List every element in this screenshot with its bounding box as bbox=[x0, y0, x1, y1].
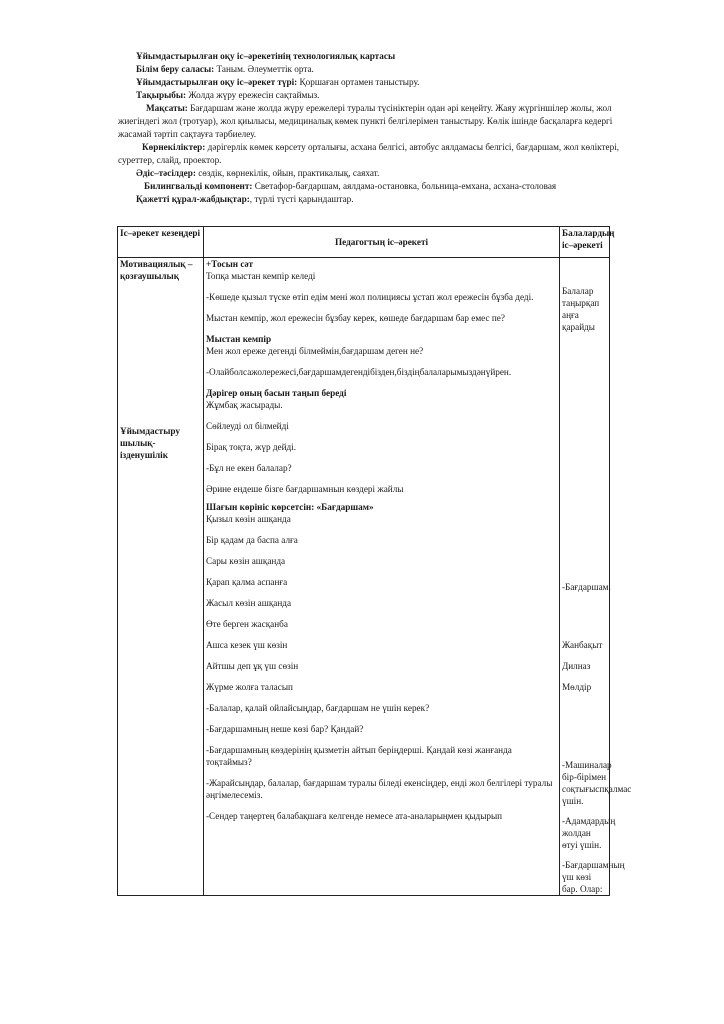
teacher-line: Мыстан кемпір bbox=[206, 334, 272, 344]
education-area-value: Таным. Әлеуметтік орта. bbox=[214, 64, 314, 74]
teacher-line: Жұмбақ жасырады. bbox=[206, 400, 283, 410]
child-line: -Бағдаршамның үш көзі бар. Олар: bbox=[562, 860, 625, 894]
child-line: -Бағдаршам. bbox=[562, 582, 611, 592]
child-line: Балалар таңырқап аңға қарайды bbox=[562, 286, 600, 332]
teacher-line: -Бұл не екен балалар? bbox=[206, 463, 292, 473]
stages-column bbox=[118, 258, 204, 896]
teacher-line: Сөйлеуді ол білмейді bbox=[206, 421, 289, 431]
teacher-line: Дәрігер оның басын таңып береді bbox=[206, 388, 347, 398]
child-line: -Адамдардың жолдан өтуі үшін. bbox=[562, 816, 616, 850]
children-header: Балалардың іс–әрекеті bbox=[560, 227, 610, 258]
child-line: Жанбақыт bbox=[562, 640, 603, 650]
teacher-line: Жасыл көзін ашқанда bbox=[206, 598, 292, 608]
teacher-line: -Бағдаршамның көздерінің қызметін айтып беріңдерші. Қандай көзі жанғанда тоқтаймыз? bbox=[206, 745, 512, 767]
teacher-line: Топқа мыстан кемпір келеді bbox=[206, 271, 316, 281]
teacher-line: Мыстан кемпір, жол ережесін бұзбау керек, көшеде бағдаршам бар емес пе? bbox=[206, 313, 505, 323]
teacher-line: Мен жол ереже дегенді білмеймін,бағдаршам деген не? bbox=[206, 346, 424, 356]
education-area-label: Білім беру саласы: bbox=[136, 64, 215, 74]
visual-aids bbox=[118, 141, 638, 167]
teacher-line: -Сендер таңертең балабақшаға келгенде немесе ата-аналарыңмен қыдырып bbox=[206, 811, 503, 821]
bilingual-component bbox=[118, 180, 638, 193]
table-header-row bbox=[118, 227, 610, 258]
required-tools bbox=[118, 193, 638, 206]
teacher-line: Қызыл көзін ашқанда bbox=[206, 514, 291, 524]
lesson-topic-label: Тақырыбы: bbox=[136, 90, 187, 100]
lesson-topic-value: Жолда жүру ережесін сақтаймыз. bbox=[186, 90, 320, 100]
teacher-line: Сары көзін ашқанда bbox=[206, 556, 286, 566]
required-tools-value: , түрлі түсті қарындаштар. bbox=[249, 194, 354, 204]
stages-header: Іс–әрекет кезеңдері bbox=[118, 227, 204, 258]
activity-type-value: Қоршаған ортамен таныстыру. bbox=[297, 77, 420, 87]
teacher-line: Шағын көрініс көрсетсін: «Бағдаршам» bbox=[206, 502, 374, 512]
lesson-goal-label: Мақсаты: bbox=[146, 103, 188, 113]
teacher-line: Өте берген жасқанба bbox=[206, 619, 288, 629]
methods-value: сөздік, көрнекілік, ойын, практикалық, саяхат. bbox=[195, 168, 380, 178]
teacher-line: Жүрме жолға таласып bbox=[206, 682, 293, 692]
document-title: Ұйымдастырылған оқу іс–әрекетінің технологиялық картасы bbox=[136, 51, 396, 61]
stage-organizational: Ұйымдастыру шылық-ізденушілік bbox=[120, 426, 180, 460]
lesson-topic bbox=[118, 89, 638, 102]
teacher-line: Бір қадам да баспа алға bbox=[206, 535, 298, 545]
teacher-line: Әрине ендеше бізге бағдаршамнын көздері жайлы bbox=[206, 484, 404, 494]
activity-type-label: Ұйымдастырылған оқу іс–әрекет түрі: bbox=[136, 77, 298, 87]
lesson-goal bbox=[118, 102, 638, 141]
methods-label: Әдіс–тәсілдер: bbox=[136, 168, 196, 178]
teacher-line: -Бағдаршамның неше көзі бар? Қандай? bbox=[206, 724, 364, 734]
bilingual-label: Билингвальді компонент: bbox=[144, 181, 253, 191]
teacher-line: +Тосын сәт bbox=[206, 259, 254, 269]
visual-aids-label: Көрнекіліктер: bbox=[142, 142, 206, 152]
child-line: Дилназ bbox=[562, 661, 591, 671]
stage-motivational: Мотивациялық –қозғаушылық bbox=[120, 259, 193, 281]
activity-type bbox=[118, 76, 638, 89]
visual-aids-value: дәрігерлік көмек көрсету орталығы, асхана белгісі, автобус аялдамасы белгісі, бағдаршам, жол көліктері, суреттер, слайд, проектор. bbox=[118, 142, 620, 165]
child-line: Мөлдір bbox=[562, 682, 592, 692]
teacher-line: Ашса кезек үш көзін bbox=[206, 640, 288, 650]
teacher-header: Педагогтың іс–әрекеті bbox=[204, 227, 560, 258]
child-line: -Машиналар бір-бірімен соқтығыспқалмас үшін. bbox=[562, 760, 632, 806]
table-body-row bbox=[118, 258, 610, 896]
teacher-line: -Балалар, қалай ойлайсыңдар, бағдаршам не үшін керек? bbox=[206, 703, 430, 713]
teacher-line: -Олайболсажолережесі,бағдаршамдегендібізден,біздіңбалаларымыздәнүйрен. bbox=[206, 367, 512, 377]
teacher-line: Қарап қалма аспанға bbox=[206, 577, 288, 587]
teacher-line: -Жарайсыңдар, балалар, бағдаршам туралы біледі екенсіңдер, енді жол белгілері туралы әңгімелесеміз. bbox=[206, 778, 553, 800]
teacher-line: -Көшеде қызыл түске өтіп едім мені жол полициясы ұстап жол ережесін бұзба деді. bbox=[206, 292, 534, 302]
teacher-line: Бірақ тоқта, жүр дейді. bbox=[206, 442, 297, 452]
lesson-table bbox=[117, 226, 632, 896]
bilingual-value: Светафор-бағдаршам, аялдама-остановка, больница-емхана, асхана-столовая bbox=[252, 181, 557, 191]
education-area bbox=[118, 63, 638, 76]
children-column bbox=[560, 258, 632, 896]
methods bbox=[118, 167, 638, 180]
required-tools-label: Қажетті құрал-жабдықтар: bbox=[136, 194, 250, 204]
document-header bbox=[118, 50, 638, 206]
teacher-column bbox=[204, 258, 560, 896]
lesson-goal-value: Бағдаршам және жолда жүру ережелері туралы түсініктерін одан әрі кеңейту. Жаяу жүргіншілер жолы, жол жиегіндегі жол (тротуар), жол қиылысы, медициналық көмек пункті белгілерімен таныстыру. Көлік ішінде басқаларға кедергі жасамай тәртіп сақтауға тәрбиелеу. bbox=[118, 103, 613, 139]
teacher-line: Айтшы деп ұқ үш сөзін bbox=[206, 661, 299, 671]
